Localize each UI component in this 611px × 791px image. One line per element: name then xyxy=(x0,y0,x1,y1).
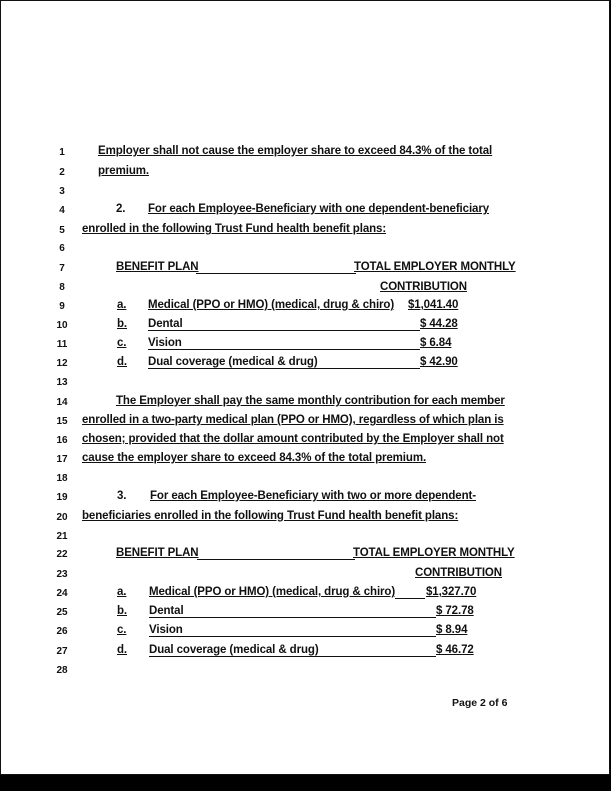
section2-row-c-plan: Vision xyxy=(148,337,182,349)
section3-number: 3. xyxy=(117,490,127,502)
line-number: 10 xyxy=(56,320,68,331)
section2-row-b-plan: Dental xyxy=(148,318,183,330)
section3-header-rule xyxy=(197,559,355,560)
line-number: 16 xyxy=(56,435,68,446)
section3-row-b-amount: $ 72.78 xyxy=(436,605,474,617)
line-number: 6 xyxy=(59,243,65,254)
line-number: 27 xyxy=(56,646,68,657)
section3-header-total: TOTAL EMPLOYER MONTHLY xyxy=(353,547,515,559)
section2-header-benefit-plan: BENEFIT PLAN xyxy=(116,261,199,273)
line-number: 28 xyxy=(56,665,68,676)
section3-row-b-plan: Dental xyxy=(149,605,184,617)
section2-row-a-amount: $1,041.40 xyxy=(408,299,459,311)
section2-line1: For each Employee-Beneficiary with one dependent-beneficiary xyxy=(148,203,490,215)
section3-row-c-plan: Vision xyxy=(149,624,183,636)
section3-row-c-amount: $ 8.94 xyxy=(436,624,468,636)
line-number: 26 xyxy=(56,626,68,637)
line-number: 13 xyxy=(56,377,68,388)
line-number: 4 xyxy=(59,205,65,216)
para3-line4: cause the employer share to exceed 84.3% of the total premium. xyxy=(82,452,427,464)
line-number: 21 xyxy=(56,531,68,542)
section2-header-total: TOTAL EMPLOYER MONTHLY xyxy=(354,261,516,273)
line-number: 22 xyxy=(56,549,68,560)
line-number: 12 xyxy=(56,358,68,369)
line-number: 11 xyxy=(56,339,68,350)
section2-row-d-plan: Dual coverage (medical & drug) xyxy=(148,356,318,368)
section3-row-c-letter: c. xyxy=(117,624,127,636)
section3-header-contribution: CONTRIBUTION xyxy=(415,567,502,579)
para3-line3: chosen; provided that the dollar amount contributed by the Employer shall not xyxy=(82,433,504,445)
section2-number: 2. xyxy=(116,203,126,215)
line-number: 25 xyxy=(56,607,68,618)
section2-row-d-rule xyxy=(148,368,420,369)
section3-line2: beneficiaries enrolled in the following Trust Fund health benefit plans: xyxy=(82,510,459,522)
section2-row-a-plan: Medical (PPO or HMO) (medical, drug & chiro) xyxy=(148,299,395,311)
line-number: 15 xyxy=(56,416,68,427)
para3-line2: enrolled in a two-party medical plan (PPO or HMO), regardless of which plan is xyxy=(82,414,504,426)
line-number: 8 xyxy=(59,282,65,293)
section2-row-c-rule xyxy=(148,349,420,350)
line-number: 18 xyxy=(56,473,68,484)
section3-header-benefit-plan: BENEFIT PLAN xyxy=(116,547,199,559)
section3-row-a-plan: Medical (PPO or HMO) (medical, drug & chiro) xyxy=(149,586,396,598)
para3-line1: The Employer shall pay the same monthly contribution for each member xyxy=(116,395,505,407)
section2-row-c-amount: $ 6.84 xyxy=(420,337,452,349)
line-number: 23 xyxy=(56,569,68,580)
section2-row-b-letter: b. xyxy=(117,318,128,330)
section2-header-contribution: CONTRIBUTION xyxy=(380,281,467,293)
section2-row-c-letter: c. xyxy=(117,337,127,349)
section3-row-d-amount: $ 46.72 xyxy=(436,644,474,656)
para1-line1: Employer shall not cause the employer share to exceed 84.3% of the total xyxy=(98,145,493,157)
section3-row-d-rule xyxy=(149,656,436,657)
section3-row-a-rule xyxy=(395,598,425,599)
section3-line1: For each Employee-Beneficiary with two or more dependent- xyxy=(150,490,476,502)
section3-row-a-amount: $1,327.70 xyxy=(426,586,477,598)
section3-row-c-rule xyxy=(149,636,436,637)
line-number: 24 xyxy=(56,588,68,599)
section2-row-a-letter: a. xyxy=(117,299,127,311)
line-number: 17 xyxy=(56,454,68,465)
line-number: 1 xyxy=(59,147,65,158)
line-number: 9 xyxy=(59,301,65,312)
section3-row-d-plan: Dual coverage (medical & drug) xyxy=(149,644,319,656)
section3-row-b-letter: b. xyxy=(117,605,128,617)
line-number: 14 xyxy=(56,397,68,408)
section3-row-d-letter: d. xyxy=(117,644,128,656)
section2-row-d-amount: $ 42.90 xyxy=(420,356,458,368)
section2-line2: enrolled in the following Trust Fund health benefit plans: xyxy=(82,223,387,235)
line-number: 20 xyxy=(56,512,68,523)
section3-row-b-rule xyxy=(149,617,436,618)
section2-row-d-letter: d. xyxy=(117,356,128,368)
section2-row-b-rule xyxy=(148,330,420,331)
section2-row-b-amount: $ 44.28 xyxy=(420,318,458,330)
line-number: 7 xyxy=(59,263,65,274)
page-number: Page 2 of 6 xyxy=(452,697,508,709)
line-number: 3 xyxy=(59,186,65,197)
section3-row-a-letter: a. xyxy=(117,586,127,598)
line-number: 5 xyxy=(59,225,65,236)
line-number: 19 xyxy=(56,492,68,503)
line-number: 2 xyxy=(59,167,65,178)
section2-header-rule xyxy=(196,273,356,274)
para1-line2: premium. xyxy=(98,165,149,177)
